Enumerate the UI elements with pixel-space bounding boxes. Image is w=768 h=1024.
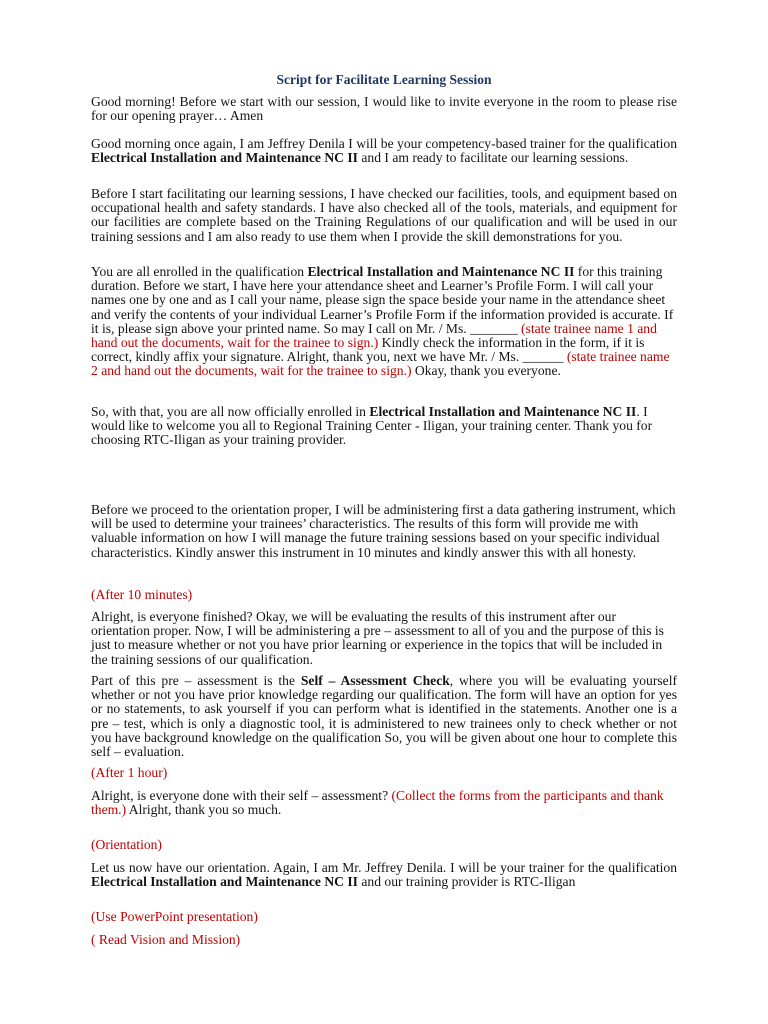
stage-direction-trainee-1: (state trainee name 1 and hand out the documents, wait for the trainee to sign.): [91, 320, 657, 351]
enrollment-paragraph: You are all enrolled in the qualification Electrical Installation and Maintenance NC II for this training duration. Before we start, I have here your attendance sheet and Learner’s Profile Form. I will call your names one by one and as I call your name, please sign the space beside your name in the attendance sheet and verify the contents of your individual Learner’s Profile Form if the information provided is accurate. If it is, please sign above your printed name. So may I call on Mr. / Ms. _______ (state trainee name 1 and hand out the documents, wait for the trainee to sign.) Kindly check the information in the form, if it is correct, kindly affix your signature. Alright, thank you, next we have Mr. / Ms. ______ (state trainee name 2 and hand out the documents, wait for the trainee to sign.) Okay, thank you everyone.: [91, 264, 674, 379]
facilities-check-paragraph: Before I start facilitating our learning sessions, I have checked our facilities, tools, and equipment based on occupational health and safety standards. I have also checked all of the tools, materials, and equipment for our facilities are complete based on the Training Regulations of our qualification and will be used in our training sessions and I am also ready to use them when I provide the skill demonstrations for you.: [91, 186, 677, 244]
collect-forms-paragraph: Alright, is everyone done with their self – assessment? (Collect the forms from the participants and thank them.) Alright, thank you so much.: [91, 788, 664, 818]
trainer-intro-paragraph: Good morning once again, I am Jeffrey Denila I will be your competency-based trainer for the qualification Electrical Installation and Maintenance NC II and I am ready to facilitate our learning sessions.: [91, 136, 677, 166]
stage-direction-trainee-2: (state trainee name 2 and hand out the documents, wait for the trainee to sign.): [91, 349, 670, 379]
welcome-paragraph: So, with that, you are all now officially enrolled in Electrical Installation and Maintenance NC II. I would like to welcome you all to Regional Training Center - Iligan, your training center. Thank you for choosing RTC-Iligan as your training provider.: [91, 404, 653, 448]
qualification-name: Electrical Installation and Maintenance NC II: [91, 874, 358, 890]
self-assessment-paragraph: Part of this pre – assessment is the Self – Assessment Check, where you will be evaluating yourself whether or not you have prior knowledge regarding our qualification. The form will have an option for yes or no statements, to ask yourself if you can perform what is identified in the statements. Another one is a pre – test, which is only a diagnostic tool, it is administered to new trainees only to check whether or not you have background knowledge on the qualification So, you will be given about one hour to complete this self – evaluation.: [91, 673, 677, 760]
cue-after-10-minutes: (After 10 minutes): [91, 587, 193, 602]
cue-orientation: (Orientation): [91, 837, 162, 852]
self-assessment-check: Self – Assessment Check: [300, 673, 450, 688]
cue-after-1-hour: (After 1 hour): [91, 765, 168, 780]
document-title: Script for Facilitate Learning Session: [276, 72, 492, 87]
orientation-paragraph: Let us now have our orientation. Again, I am Mr. Jeffrey Denila. I will be your trainer for the qualification Electrical Installation and Maintenance NC II and our training provider is RTC-Iligan: [91, 860, 677, 890]
qualification-name: Electrical Installation and Maintenance NC II: [91, 150, 358, 166]
pre-assessment-paragraph: Alright, is everyone finished? Okay, we will be evaluating the results of this instrument after our orientation proper. Now, I will be administering a pre – assessment to all of you and the purpose of this is just to measure whether or not you have prior learning or experience in the topics that will be included in the training sessions of our qualification.: [91, 609, 664, 667]
opening-prayer-paragraph: Good morning! Before we start with our session, I would like to invite everyone in the room to please rise for our opening prayer… Amen: [91, 94, 677, 124]
stage-direction-collect-forms: (Collect the forms from the participants and thank them.): [91, 788, 664, 818]
qualification-name: Electrical Installation and Maintenance NC II: [307, 264, 575, 279]
data-gathering-paragraph: Before we proceed to the orientation proper, I will be administering first a data gathering instrument, which will be used to determine your trainees’ characteristics. The results of this form will provide me with valuable information on how I will manage the future training sessions based on your specific individual characteristics. Kindly answer this instrument in 10 minutes and kindly answer this with all honesty.: [91, 502, 676, 560]
cue-read-vision-mission: ( Read Vision and Mission): [91, 932, 241, 947]
qualification-name: Electrical Installation and Maintenance NC II: [369, 404, 637, 419]
cue-use-powerpoint: (Use PowerPoint presentation): [91, 909, 258, 924]
